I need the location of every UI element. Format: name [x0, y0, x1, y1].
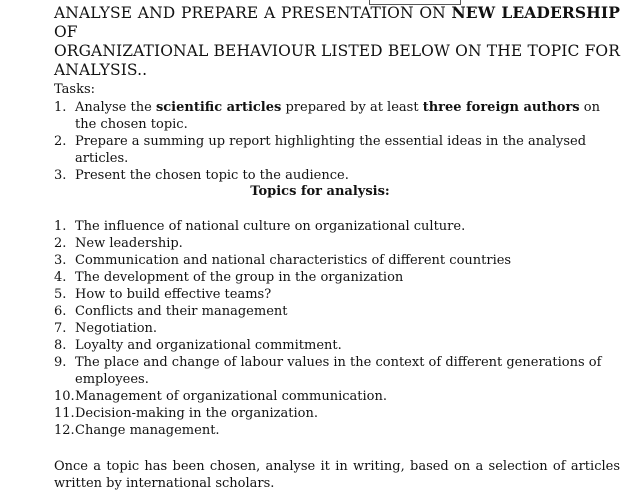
- task-emphasis: scientific articles: [155, 100, 282, 115]
- heading-line-1-start: ANALYSE AND PREPARE A PRESENTATION ON: [54, 4, 452, 22]
- topic-number: 8.: [54, 338, 67, 353]
- task-item: [54, 99, 620, 133]
- topic-number: 10.: [54, 389, 75, 404]
- topic-item: [54, 388, 620, 405]
- task-number: 1.: [54, 100, 67, 115]
- topic-text: Management of organizational communication.: [75, 389, 387, 404]
- topic-item: [54, 422, 620, 439]
- topic-number: 5.: [54, 287, 67, 302]
- topic-number: 3.: [54, 253, 67, 268]
- task-emphasis: three foreign authors: [422, 100, 580, 115]
- topic-text: The influence of national culture on organizational culture.: [75, 219, 466, 234]
- topic-text: Change management.: [75, 423, 220, 438]
- topic-text: How to build effective teams?: [75, 287, 272, 302]
- document-heading: [54, 3, 620, 80]
- task-text: Present the chosen topic to the audience.: [75, 168, 349, 183]
- heading-emphasis: NEW LEADERSHIP: [451, 3, 620, 22]
- topic-item: [54, 286, 620, 303]
- task-item: [54, 133, 620, 167]
- heading-line-2: ORGANIZATIONAL BEHAVIOUR LISTED BELOW ON THE TOPIC FOR: [54, 42, 620, 60]
- topic-item: [54, 320, 620, 337]
- topic-item: [54, 218, 620, 235]
- topic-number: 6.: [54, 304, 67, 319]
- topic-text: Negotiation.: [75, 321, 158, 336]
- heading-line-1: [54, 3, 620, 42]
- topic-text: Loyalty and organizational commitment.: [75, 338, 342, 353]
- topic-text: Conflicts and their management: [75, 304, 288, 319]
- task-number: 2.: [54, 134, 67, 149]
- heading-line-1-end: OF: [54, 23, 78, 41]
- closing-paragraph: Once a topic has been chosen, analyse it in writing, based on a selection of articles written by international scholars.: [54, 459, 620, 491]
- topic-item: [54, 235, 620, 252]
- topics-list: [54, 218, 620, 439]
- topic-number: 1.: [54, 219, 67, 234]
- topic-item: [54, 354, 620, 388]
- topic-number: 2.: [54, 236, 67, 251]
- tasks-label: Tasks:: [54, 82, 96, 97]
- topic-text: Communication and national characteristics of different countries: [75, 253, 512, 268]
- topic-number: 7.: [54, 321, 67, 336]
- task-text: Analyse the: [75, 100, 156, 115]
- topic-item: [54, 269, 620, 286]
- topics-title: Topics for analysis:: [250, 184, 390, 199]
- topic-number: 9.: [54, 355, 67, 370]
- task-text: Prepare a summing up report highlighting the essential ideas in the analysed articles.: [75, 134, 587, 166]
- topic-text: Decision-making in the organization.: [75, 406, 318, 421]
- tasks-list: [54, 99, 620, 184]
- topic-item: [54, 303, 620, 320]
- heading-line-3: ANALYSIS..: [54, 61, 148, 79]
- topic-item: [54, 337, 620, 354]
- task-item: [54, 167, 620, 184]
- topic-text: The development of the group in the organization: [75, 270, 404, 285]
- task-text: prepared by at least: [281, 100, 423, 115]
- task-text: on the chosen topic.: [75, 100, 600, 132]
- topic-number: 12.: [54, 423, 75, 438]
- topic-text: The place and change of labour values in the context of different generations of employees.: [75, 355, 602, 387]
- task-number: 3.: [54, 168, 67, 183]
- topic-item: [54, 405, 620, 422]
- topic-item: [54, 252, 620, 269]
- topic-number: 11.: [54, 406, 75, 421]
- topic-number: 4.: [54, 270, 67, 285]
- topic-text: New leadership.: [75, 236, 183, 251]
